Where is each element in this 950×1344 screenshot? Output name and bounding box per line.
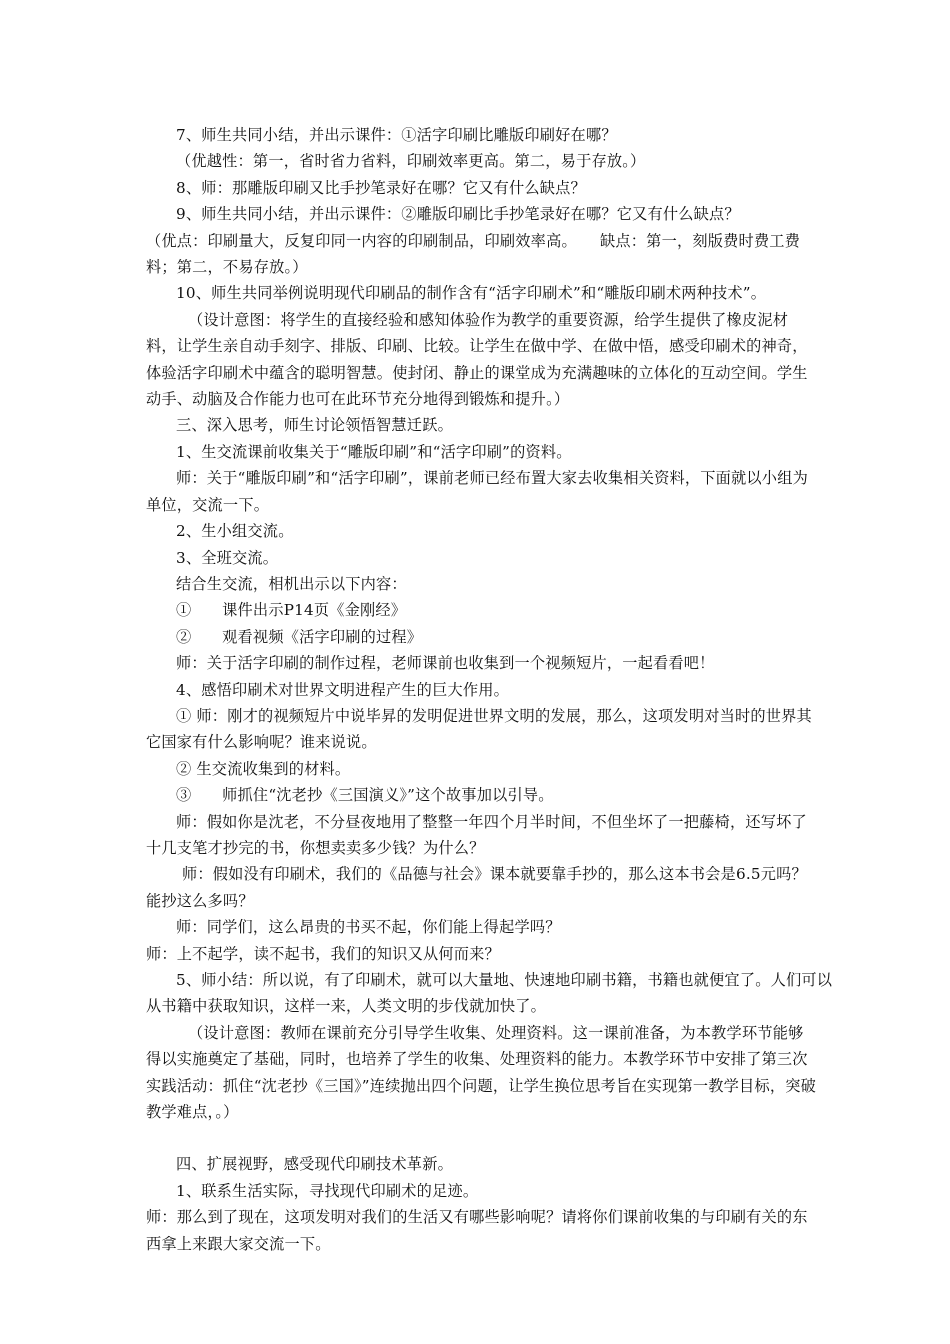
section-heading-3: 三、深入思考，师生讨论领悟智慧迁跃。 <box>176 416 453 435</box>
paragraph-pros-cons: （优点：印刷量大，反复印同一内容的印刷制品，印刷效率高。 缺点：第一，刻版费时费工费料；第二，不易存放。） <box>146 231 801 277</box>
paragraph-teacher-intro: 师：关于“雕版印刷”和“活字印刷”，课前老师已经布置大家去收集相关资料，下面就以小组为单位，交流一下。 <box>146 469 808 514</box>
list-item-circled-1: ① 师：刚才的视频短片中说毕昇的发明促进世界文明的发展，那么，这项发明对当时的世界其它国家有什么影响呢？谁来说说。 <box>146 706 812 752</box>
paragraph-summary-9: 9、师生共同小结，并出示课件：②雕版印刷比手抄笔录好在哪？它又有什么缺点？ <box>176 205 740 224</box>
paragraph-video-intro: 师：关于活字印刷的制作过程，老师课前也收集到一个视频短片，一起看看吧！ <box>176 654 715 673</box>
paragraph-question-8: 8、师：那雕版印刷又比手抄笔录好在哪？它又有什么缺点？ <box>176 178 586 197</box>
paragraph-advantages: （优越性：第一，省时省力省料，印刷效率更高。第二，易于存放。） <box>176 152 646 171</box>
paragraph-teacher-closing: 师：那么到了现在，这项发明对我们的生活又有哪些影响呢？请将你们课前收集的与印刷有关的东西拿上来跟大家交流一下。 <box>146 1208 808 1253</box>
paragraph-summary-5: 5、师小结：所以说，有了印刷术，就可以大量地、快速地印刷书籍，书籍也就便宜了。人们可以从书籍中获取知识，这样一来，人类文明的步伐就加快了。 <box>146 971 833 1016</box>
list-item-2: ② 观看视频《活字印刷的过程》 <box>176 627 423 646</box>
paragraph-step-4: 4、感悟印刷术对世界文明进程产生的巨大作用。 <box>176 680 510 699</box>
paragraph-display-intro: 结合生交流，相机出示以下内容： <box>176 574 407 593</box>
paragraph-step-2: 2、生小组交流。 <box>176 522 294 541</box>
paragraph-examples-10: 10、师生共同举例说明现代印刷品的制作含有“活字印刷术”和“雕版印刷术两种技术”。 <box>176 284 767 303</box>
paragraph-teacher-question-1: 师：假如你是沈老，不分昼夜地用了整整一年四个月半时间，不但坐坏了一把藤椅，还写坏了十几支笔才抄完的书，你想卖卖多少钱？为什么？ <box>146 812 807 857</box>
paragraph-step-3: 3、全班交流。 <box>176 548 279 567</box>
paragraph-design-intent-2: （设计意图：教师在课前充分引导学生收集、处理资料。这一课前准备，为本教学环节能够得以实施奠定了基础，同时，也培养了学生的收集、处理资料的能力。本教学环节中安排了第三次实践活动：抓住“沈老抄《三国》”连续抛出四个问题，让学生换位思考旨在实现第一教学目标，突破教学难点，。） <box>146 1023 816 1122</box>
list-item-1: ① 课件出示P14页《金刚经》 <box>176 601 407 620</box>
paragraph-teacher-question-4: 师：上不起学，读不起书，我们的知识又从何而来？ <box>146 944 500 963</box>
paragraph-summary-7: 7、师生共同小结，并出示课件：①活字印刷比雕版印刷好在哪？ <box>176 126 617 144</box>
document-body <box>146 122 833 1257</box>
paragraph-spacer <box>146 1125 818 1151</box>
list-item-circled-3: ③ 师抓住“沈老抄《三国演义》”这个故事加以引导。 <box>176 786 554 805</box>
paragraph-teacher-question-3: 师：同学们，这么昂贵的书买不起，你们能上得起学吗？ <box>176 918 561 937</box>
paragraph-step-1: 1、生交流课前收集关于“雕版印刷”和“活字印刷”的资料。 <box>176 442 572 461</box>
paragraph-step-life: 1、联系生活实际，寻找现代印刷术的足迹。 <box>176 1181 479 1200</box>
paragraph-teacher-question-2: 师：假如没有印刷术，我们的《品德与社会》课本就要靠手抄的，那么这本书会是6.5元吗？能抄这么多吗？ <box>146 865 807 910</box>
paragraph-design-intent-1: （设计意图：将学生的直接经验和感知体验作为教学的重要资源，给学生提供了橡皮泥材料，让学生亲自动手刻字、排版、印刷、比较。让学生在做中学、在做中悟，感受印刷术的神奇，体验活字印刷术中蕴含的聪明智慧。使封闭、静止的课堂成为充满趣味的立体化的互动空间。学生动手、动脑及合作能力也可在此环节充分地得到锻炼和提升。） <box>146 310 808 409</box>
section-heading-4: 四、扩展视野，感受现代印刷技术革新。 <box>176 1155 453 1174</box>
list-item-circled-2: ② 生交流收集到的材料。 <box>176 759 351 778</box>
